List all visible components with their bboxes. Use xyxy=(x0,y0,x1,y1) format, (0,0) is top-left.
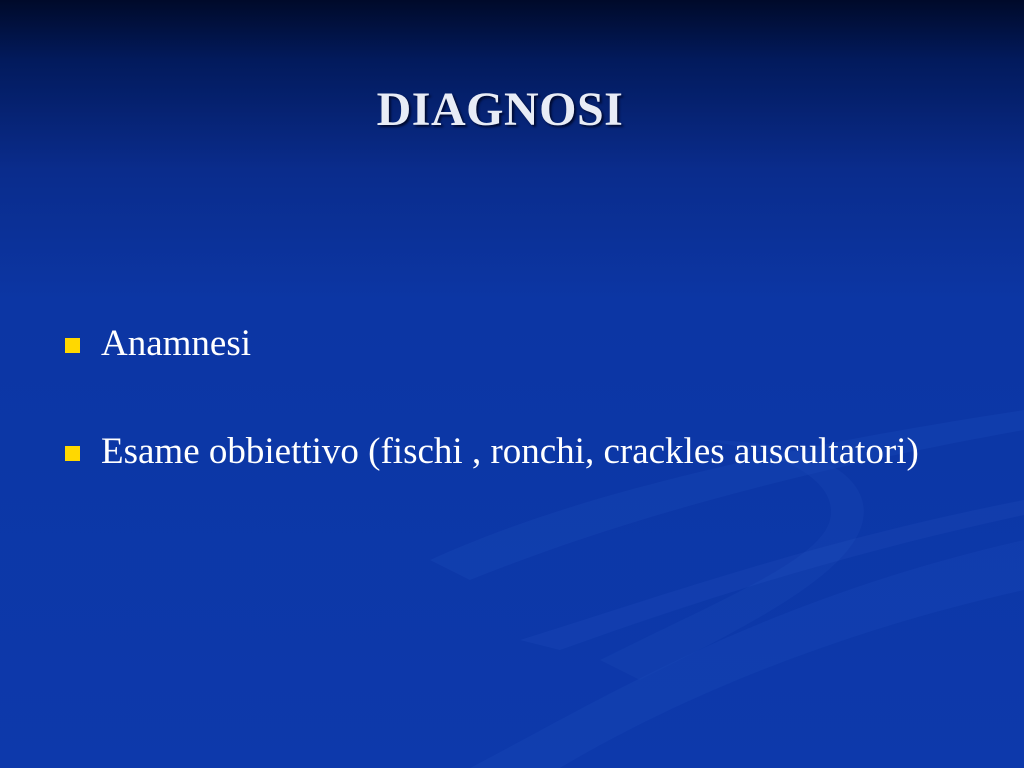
bullet-list xyxy=(60,318,960,534)
bullet-item xyxy=(60,426,960,478)
square-bullet-icon xyxy=(65,446,80,461)
square-bullet-icon xyxy=(65,338,80,353)
slide-title: DIAGNOSI xyxy=(376,83,624,136)
bullet-text: Esame obbiettivo (fischi , ronchi, crackles auscultatori) xyxy=(101,431,919,472)
bullet-item xyxy=(60,318,960,370)
bullet-text: Anamnesi xyxy=(101,323,252,364)
